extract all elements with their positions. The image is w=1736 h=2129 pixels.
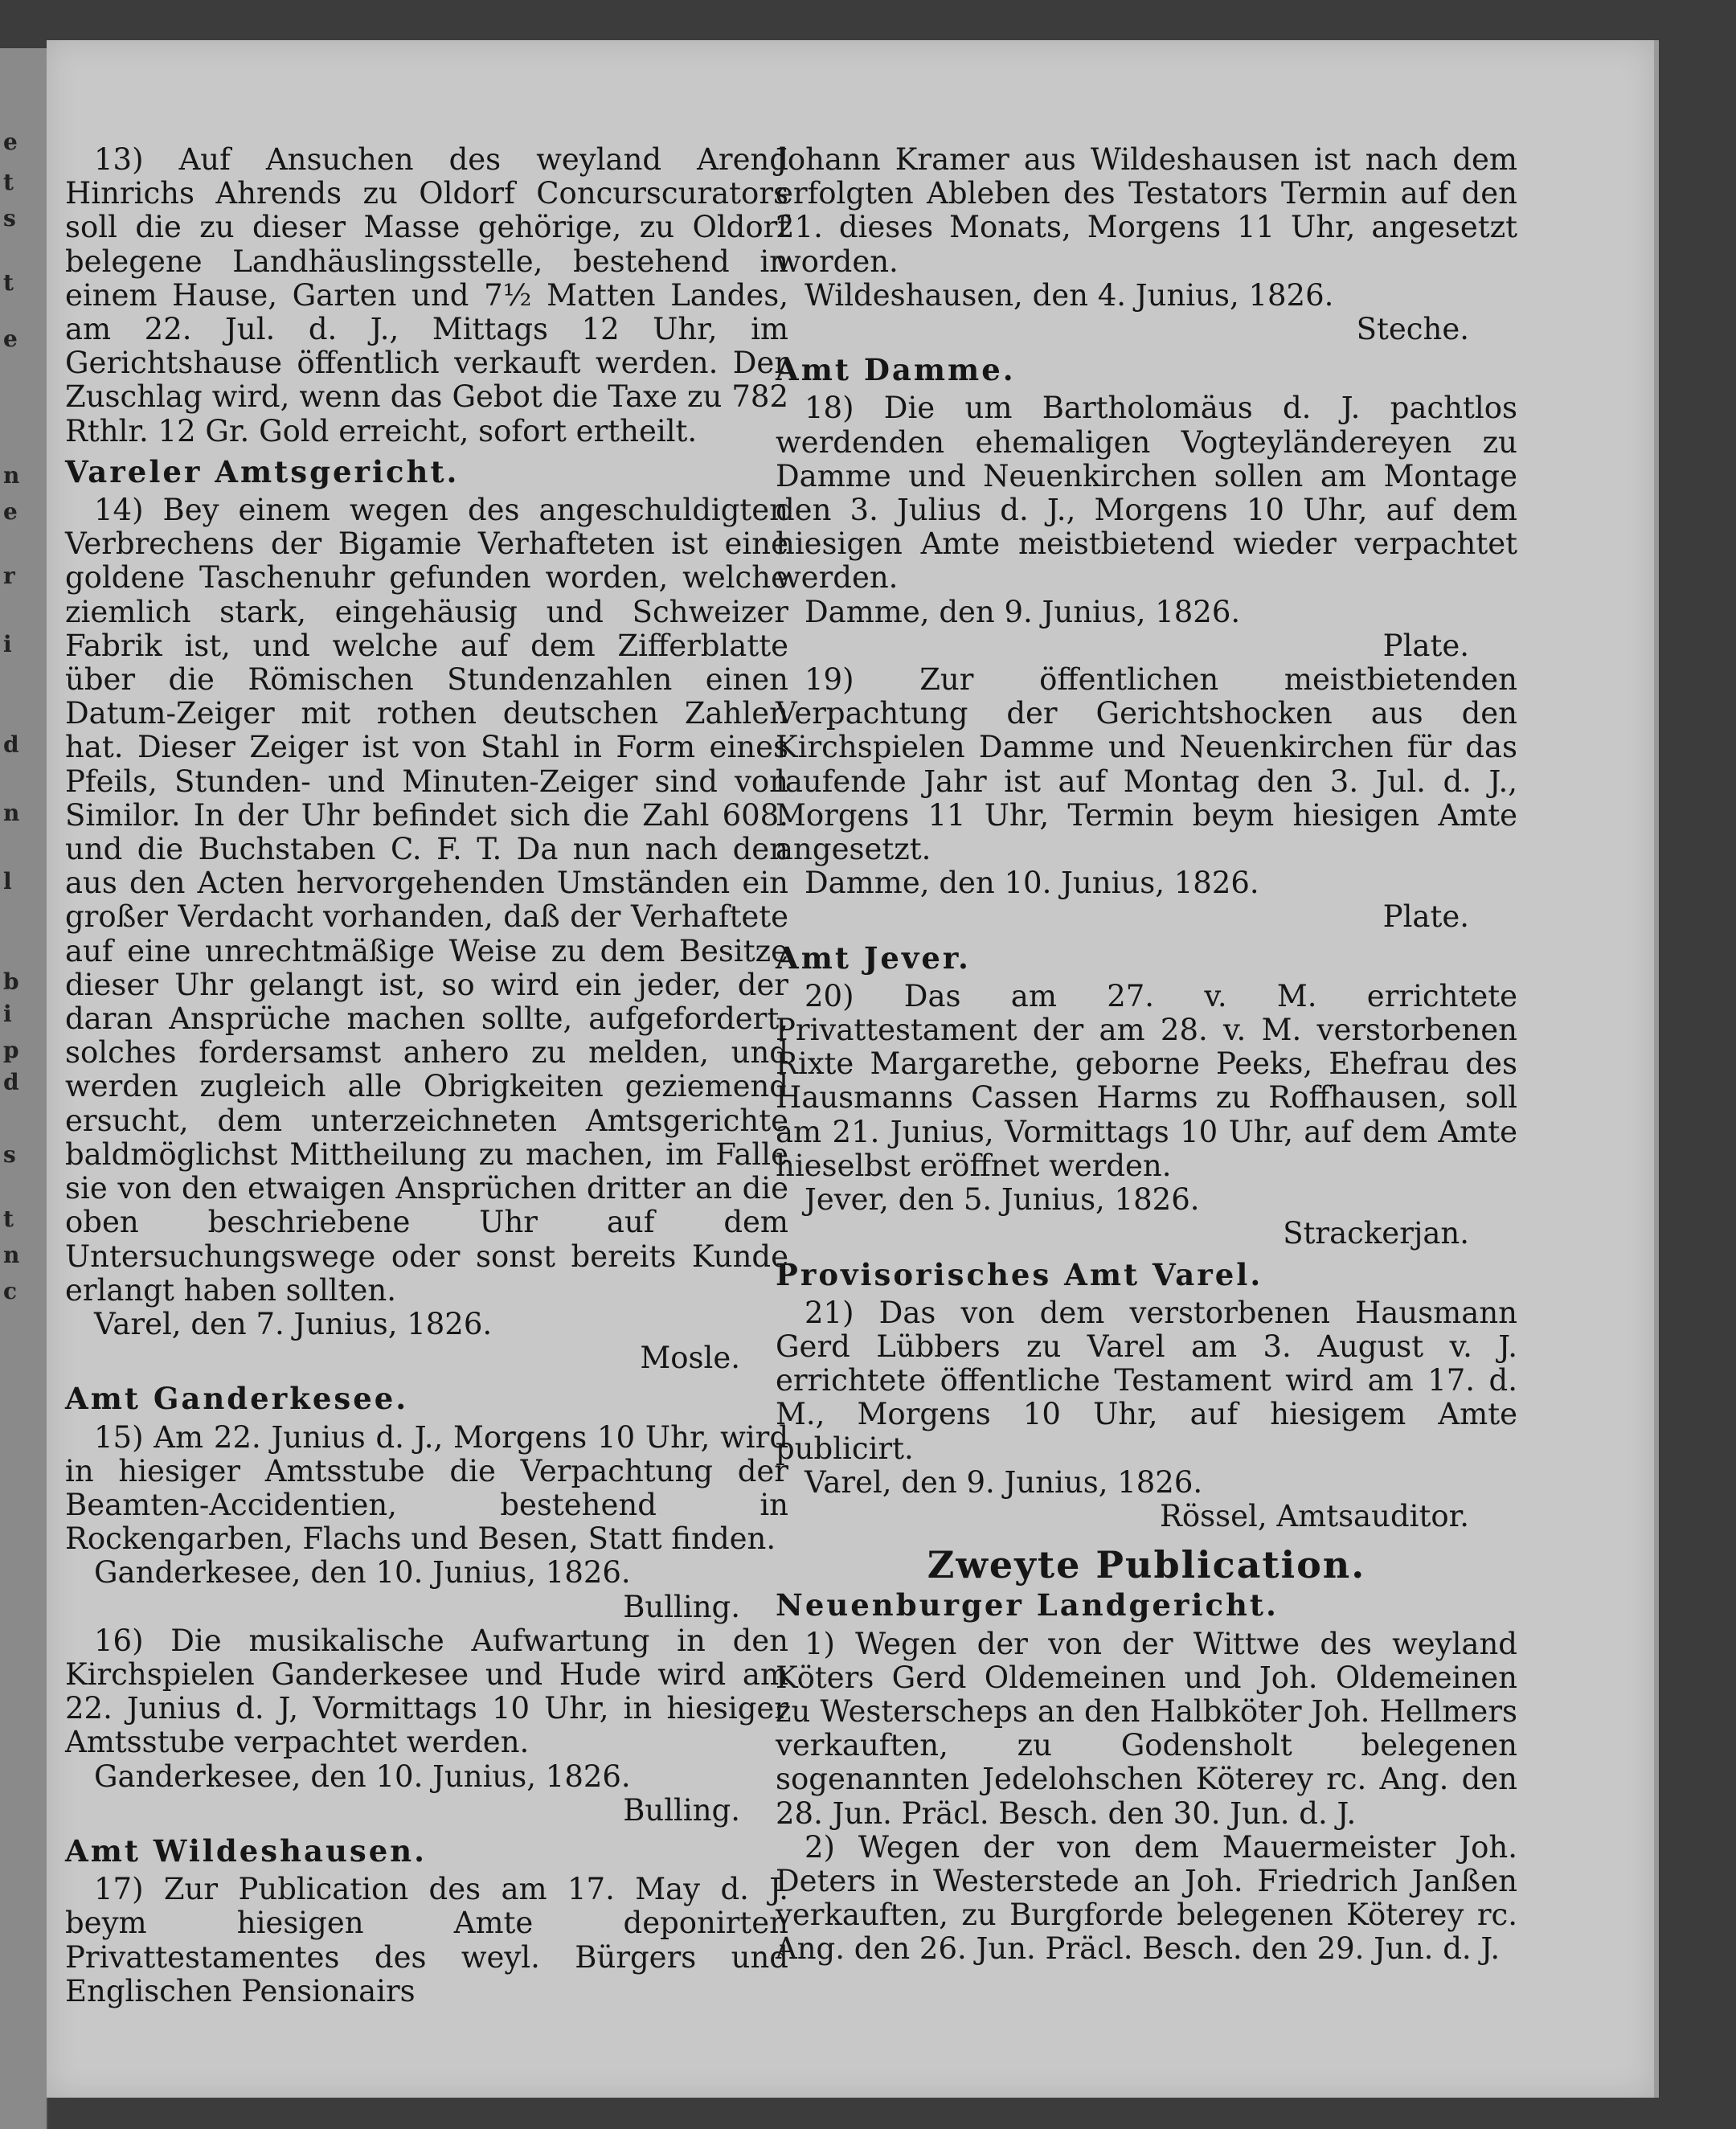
- notice-21-place-date: Varel, den 9. Junius, 1826.: [805, 1464, 1203, 1500]
- notice-21-text: 21) Das von dem verstorbenen Hausmann Gerd Lübbers zu Varel am 3. August v. J. errichtete öffentliche Testament wird am 17. d. M., Morgens 10 Uhr, auf hiesigem Amte publicirt.: [776, 1295, 1517, 1466]
- notice-16-place-date: Ganderkesee, den 10. Junius, 1826.: [94, 1758, 631, 1794]
- notice-19-text: 19) Zur öffentlichen meistbietenden Verpachtung der Gerichtshocken aus den Kirchspielen Damme und Neuenkirchen für das laufende Jahr ist auf Montag den 3. Jul. d. J., Morgens 11 Uhr, Termin beym hiesigen Amte angesetzt.: [776, 662, 1517, 867]
- notice-14-signature: Mosle.: [640, 1341, 740, 1376]
- gutter-letter: t: [3, 269, 14, 296]
- gutter-letter: r: [3, 563, 15, 589]
- gutter-letter: d: [3, 1069, 19, 1095]
- notice-17-signature: Steche.: [1356, 312, 1469, 347]
- left-column: [65, 143, 788, 2008]
- publication-title: Zweyte Publication.: [927, 1543, 1366, 1587]
- notice-18-signature: Plate.: [1382, 628, 1469, 663]
- newspaper-page: [47, 40, 1659, 2098]
- gutter-letter: p: [3, 1037, 19, 1063]
- notice-20-place-date: Jever, den 5. Junius, 1826.: [805, 1182, 1200, 1218]
- gutter-letter: e: [3, 129, 18, 155]
- section-heading-amt-jever: Amt Jever.: [776, 940, 971, 976]
- previous-page-edge: [0, 48, 48, 2129]
- gutter-letter: n: [3, 800, 20, 826]
- gutter-letter: t: [3, 169, 14, 195]
- gutter-letter: s: [3, 1141, 16, 1168]
- notice-14-place-date: Varel, den 7. Junius, 1826.: [94, 1306, 493, 1341]
- section-heading-neuenburger-landgericht: Neuenburger Landgericht.: [776, 1587, 1279, 1623]
- notice-17-text: 17) Zur Publication des am 17. May d. J. beym hiesigen Amte deponirten Privattestamentes des weyl. Bürgers und Englischen Pensionairs: [65, 1872, 788, 2008]
- gutter-letter: e: [3, 325, 18, 352]
- section-heading-vareler-amtsgericht: Vareler Amtsgericht.: [65, 453, 460, 489]
- gutter-letter: c: [3, 1278, 18, 1304]
- notice-18-text: 18) Die um Bartholomäus d. J. pachtlos werdenden ehemaligen Vogteyländereyen zu Damme und Neuenkirchen sollen am Montage den 3. Julius d. J., Morgens 10 Uhr, auf dem hiesigen Amte meistbietend wieder verpachtet werden.: [776, 391, 1517, 596]
- gutter-letter: d: [3, 731, 19, 758]
- notice-13-text: 13) Auf Ansuchen des weyland Arend Hinrichs Ahrends zu Oldorf Concurscurators soll die zu dieser Masse gehörige, zu Oldorf belegene Landhäuslingsstelle, bestehend in einem Hause, Garten und 7½ Matten Landes, am 22. Jul. d. J., Mittags 12 Uhr, im Gerichtshause öffentlich verkauft werden. Der Zuschlag wird, wenn das Gebot die Taxe zu 782 Rthlr. 12 Gr. Gold erreicht, sofort ertheilt.: [65, 142, 788, 448]
- notice-20-signature: Strackerjan.: [1283, 1216, 1469, 1251]
- publication-item-2: 2) Wegen der von dem Mauermeister Joh. Deters in Westerstede an Joh. Friedrich Janßen verkauften, zu Burgforde belegenen Köterey rc. Ang. den 26. Jun. Präcl. Besch. den 29. Jun. d. J.: [776, 1829, 1517, 1967]
- gutter-letter: i: [3, 1001, 12, 1027]
- right-column: [776, 143, 1517, 1967]
- notice-18-place-date: Damme, den 9. Junius, 1826.: [805, 594, 1241, 629]
- gutter-letter: n: [3, 1242, 20, 1268]
- gutter-letter: l: [3, 868, 12, 895]
- publication-item-1: 1) Wegen der von der Wittwe des weyland Köters Gerd Oldemeinen und Joh. Oldemeinen zu Westerscheps an den Halbköter Joh. Hellmers verkauften, zu Godensholt belegenen sogenannten Jedelohschen Köterey rc. Ang. den 28. Jun. Präcl. Besch. den 30. Jun. d. J.: [776, 1626, 1517, 1831]
- gutter-letter: t: [3, 1206, 14, 1232]
- gutter-letter: b: [3, 968, 19, 995]
- notice-15-text: 15) Am 22. Junius d. J., Morgens 10 Uhr, wird in hiesiger Amtsstube die Verpachtung der Beamten-Accidentien, bestehend in Rockengarben, Flachs und Besen, Statt finden.: [65, 1419, 788, 1557]
- notice-16-signature: Bulling.: [623, 1792, 740, 1828]
- notice-19-place-date: Damme, den 10. Junius, 1826.: [805, 866, 1259, 901]
- notice-15-signature: Bulling.: [623, 1589, 740, 1624]
- section-heading-amt-ganderkesee: Amt Ganderkesee.: [65, 1381, 409, 1417]
- notice-17-continuation: Johann Kramer aus Wildeshausen ist nach dem erfolgten Ableben des Testators Termin auf den 21. dieses Monats, Morgens 11 Uhr, angesetzt worden.: [776, 142, 1517, 279]
- notice-16-text: 16) Die musikalische Aufwartung in den Kirchspielen Ganderkesee und Hude wird am 22. Junius d. J, Vormittags 10 Uhr, in hiesiger Amtsstube verpachtet werden.: [65, 1623, 788, 1760]
- notice-21-signature: Rössel, Amtsauditor.: [1160, 1498, 1469, 1533]
- section-heading-provisorisches-amt-varel: Provisorisches Amt Varel.: [776, 1256, 1263, 1292]
- notice-19-signature: Plate.: [1382, 899, 1469, 935]
- notice-17-place-date: Wildeshausen, den 4. Junius, 1826.: [805, 277, 1334, 313]
- gutter-letter: n: [3, 462, 20, 489]
- gutter-letter: s: [3, 205, 16, 231]
- notice-20-text: 20) Das am 27. v. M. errichtete Privattestament der am 28. v. M. verstorbenen Rixte Margarethe, geborne Peeks, Ehefrau des Hausmanns Cassen Harms zu Roffhausen, soll am 21. Junius, Vormittags 10 Uhr, auf dem Amte hieselbst eröffnet werden.: [776, 978, 1517, 1183]
- gutter-letter: i: [3, 631, 12, 657]
- section-heading-amt-wildeshausen: Amt Wildeshausen.: [65, 1832, 428, 1869]
- notice-14-text: 14) Bey einem wegen des angeschuldigten Verbrechens der Bigamie Verhafteten ist eine goldene Taschenuhr gefunden worden, welche ziemlich stark, eingehäusig und Schweizer Fabrik ist, und welche auf dem Zifferblatte über die Römischen Stundenzahlen einen Datum-Zeiger mit rothen deutschen Zahlen hat. Dieser Zeiger ist von Stahl in Form eines Pfeils, Stunden- und Minuten-Zeiger sind von Similor. In der Uhr befindet sich die Zahl 608. und die Buchstaben C. F. T. Da nun nach den aus den Acten hervorgehenden Umständen ein großer Verdacht vorhanden, daß der Verhaftete auf eine unrechtmäßige Weise zu dem Besitze dieser Uhr gelangt ist, so wird ein jeder, der daran Ansprüche machen sollte, aufgefordert, solches fordersamst anhero zu melden, und werden zugleich alle Obrigkeiten geziemend ersucht, dem unterzeichneten Amtsgerichte baldmöglichst Mittheilung zu machen, im Falle sie von den etwaigen Ansprüchen dritter an die oben beschriebene Uhr auf dem Untersuchungswege oder sonst bereits Kunde erlangt haben sollten.: [65, 493, 788, 1308]
- notice-15-place-date: Ganderkesee, den 10. Junius, 1826.: [94, 1555, 631, 1591]
- gutter-letter: e: [3, 498, 18, 525]
- section-heading-amt-damme: Amt Damme.: [776, 352, 1016, 388]
